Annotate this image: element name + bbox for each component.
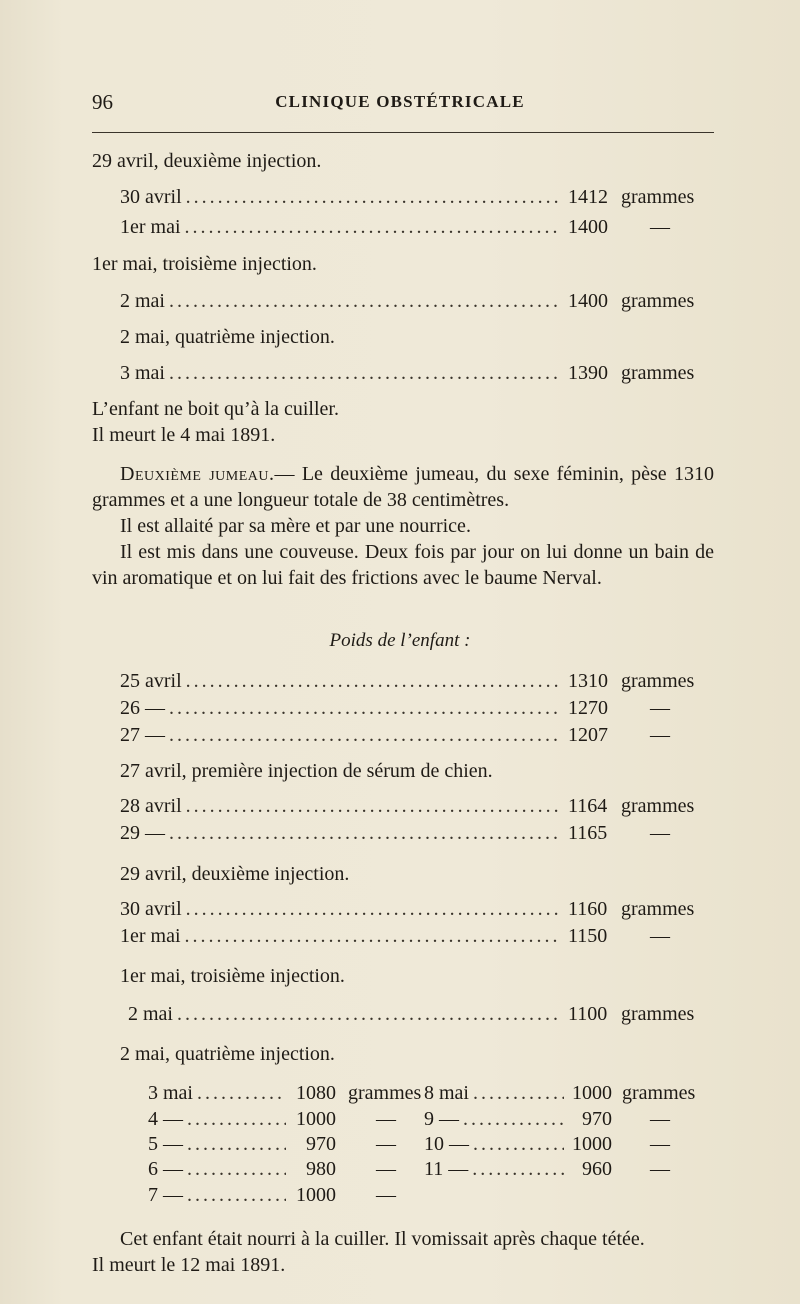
weight-date: 3 mai	[148, 1082, 193, 1104]
weight-value: 960	[582, 1158, 612, 1180]
weight-value: 1207	[568, 724, 608, 746]
paragraph-second-twin	[92, 461, 714, 513]
dot-leader	[185, 216, 560, 239]
dot-leader	[186, 795, 560, 818]
weight-value: 1270	[568, 697, 608, 719]
weight-value: 970	[306, 1133, 336, 1155]
dot-leader	[186, 670, 560, 693]
weight-unit: grammes	[348, 1082, 422, 1104]
weight-date: 1er mai	[120, 925, 181, 947]
weight-date: 2 mai	[120, 290, 165, 312]
weight-unit: —	[650, 822, 670, 844]
weight-value: 1000	[296, 1184, 336, 1206]
dot-leader	[472, 1158, 564, 1181]
weight-value: 1160	[568, 898, 608, 920]
weight-unit: grammes	[621, 898, 695, 920]
weight-row	[120, 290, 564, 316]
weight-value: 1310	[568, 670, 608, 692]
weight-date: 10 —	[424, 1133, 469, 1155]
dot-leader	[187, 1158, 286, 1181]
dot-leader	[197, 1082, 286, 1105]
weight-date: 26 —	[120, 697, 165, 719]
weight-date: 4 —	[148, 1108, 183, 1130]
weight-value: 1150	[568, 925, 608, 947]
note-line: L’enfant ne boit qu’à la cuiller.	[92, 398, 339, 420]
weight-unit: —	[376, 1184, 396, 1206]
grid-date-leader	[424, 1082, 568, 1108]
grid-date-leader	[148, 1133, 290, 1159]
weight-value: 1412	[568, 186, 608, 208]
dot-leader	[185, 925, 560, 948]
grid-date-leader	[424, 1133, 568, 1159]
dot-leader	[463, 1108, 564, 1131]
paragraph-text: — Le deuxième jumeau, du sexe féminin, pèse 1310 grammes et a une longueur totale de 38 centimètres.	[92, 463, 714, 511]
event-line: 29 avril, deuxième injection.	[120, 863, 350, 885]
dot-leader	[169, 362, 560, 385]
weight-value: 1100	[568, 1003, 608, 1025]
weight-value: 1400	[568, 290, 608, 312]
weight-value: 1165	[568, 822, 608, 844]
weight-row	[120, 925, 564, 951]
weight-date: 5 —	[148, 1133, 183, 1155]
weight-date: 3 mai	[120, 362, 165, 384]
event-line: 27 avril, première injection de sérum de chien.	[120, 760, 493, 782]
weight-unit: —	[650, 1158, 670, 1180]
page-header	[92, 90, 708, 120]
weight-unit: grammes	[621, 1003, 695, 1025]
weight-value: 980	[306, 1158, 336, 1180]
grid-date-leader	[148, 1184, 290, 1210]
closing-line: Il meurt le 12 mai 1891.	[92, 1254, 286, 1276]
weight-value: 970	[582, 1108, 612, 1130]
weight-row	[120, 670, 564, 696]
grid-date-leader	[148, 1108, 290, 1134]
dot-leader	[169, 697, 560, 720]
dot-leader	[177, 1003, 560, 1026]
weight-unit: grammes	[621, 795, 695, 817]
weight-unit: —	[650, 1133, 670, 1155]
weight-row	[128, 1003, 564, 1029]
weight-row	[120, 362, 564, 388]
dot-leader	[187, 1133, 286, 1156]
dot-leader	[186, 898, 560, 921]
dot-leader	[473, 1082, 564, 1105]
dot-leader	[187, 1184, 286, 1207]
weight-row	[120, 724, 564, 750]
weight-date: 7 —	[148, 1184, 183, 1206]
weight-date: 2 mai	[128, 1003, 173, 1025]
dot-leader	[169, 724, 560, 747]
weight-unit: —	[650, 697, 670, 719]
weight-caption: Poids de l’enfant :	[329, 630, 471, 651]
weight-value: 1000	[572, 1133, 612, 1155]
weight-date: 25 avril	[120, 670, 182, 692]
event-line: 1er mai, troisième injection.	[120, 965, 345, 987]
weight-row	[120, 697, 564, 723]
event-line: 2 mai, quatrième injection.	[120, 326, 335, 348]
weight-unit: grammes	[622, 1082, 696, 1104]
weight-row	[120, 898, 564, 924]
closing-line: Cet enfant était nourri à la cuiller. Il vomissait après chaque tétée.	[120, 1228, 645, 1250]
weight-date: 6 —	[148, 1158, 183, 1180]
weight-date: 9 —	[424, 1108, 459, 1130]
grid-date-leader	[424, 1108, 568, 1134]
dot-leader	[187, 1108, 286, 1131]
weight-unit: —	[376, 1133, 396, 1155]
paragraph: Il est mis dans une couveuse. Deux fois par jour on lui donne un bain de vin aromatique et on lui fait des frictions avec le baume Nerval.	[92, 541, 714, 589]
weight-value: 1400	[568, 216, 608, 238]
event-line: 29 avril, deuxième injection.	[92, 150, 322, 172]
weight-unit: grammes	[621, 290, 695, 312]
grid-date-leader	[148, 1082, 290, 1108]
weight-date: 1er mai	[120, 216, 181, 238]
running-title: CLINIQUE OBSTÉTRICALE	[275, 92, 525, 111]
grid-date-leader	[148, 1158, 290, 1184]
dot-leader	[186, 186, 560, 209]
weight-value: 1390	[568, 362, 608, 384]
weight-unit: —	[650, 1108, 670, 1130]
weight-value: 1000	[296, 1108, 336, 1130]
event-line: 2 mai, quatrième injection.	[120, 1043, 335, 1065]
note-line: Il meurt le 4 mai 1891.	[92, 424, 276, 446]
weight-row	[120, 216, 564, 242]
weight-unit: —	[650, 724, 670, 746]
weight-value: 1000	[572, 1082, 612, 1104]
header-rule	[92, 132, 714, 133]
weight-value: 1164	[568, 795, 608, 817]
weight-date: 27 —	[120, 724, 165, 746]
weight-date: 30 avril	[120, 898, 182, 920]
dot-leader	[169, 290, 560, 313]
weight-row	[120, 822, 564, 848]
weight-unit: grammes	[621, 186, 695, 208]
paragraph: Il est allaité par sa mère et par une nourrice.	[120, 515, 471, 537]
weight-date: 11 —	[424, 1158, 469, 1180]
section-lead: Deuxième jumeau.	[120, 463, 275, 485]
page-number: 96	[92, 90, 113, 114]
weight-unit: grammes	[621, 362, 695, 384]
dot-leader	[169, 822, 560, 845]
weight-unit: —	[376, 1158, 396, 1180]
dot-leader	[473, 1133, 564, 1156]
weight-date: 8 mai	[424, 1082, 469, 1104]
weight-date: 30 avril	[120, 186, 182, 208]
weight-row	[120, 186, 564, 212]
weight-unit: grammes	[621, 670, 695, 692]
event-line: 1er mai, troisième injection.	[92, 253, 317, 275]
weight-row	[120, 795, 564, 821]
weight-value: 1080	[296, 1082, 336, 1104]
weight-date: 29 —	[120, 822, 165, 844]
weight-unit: —	[376, 1108, 396, 1130]
weight-unit: —	[650, 925, 670, 947]
grid-date-leader	[424, 1158, 568, 1184]
weight-date: 28 avril	[120, 795, 182, 817]
weight-unit: —	[650, 216, 670, 238]
